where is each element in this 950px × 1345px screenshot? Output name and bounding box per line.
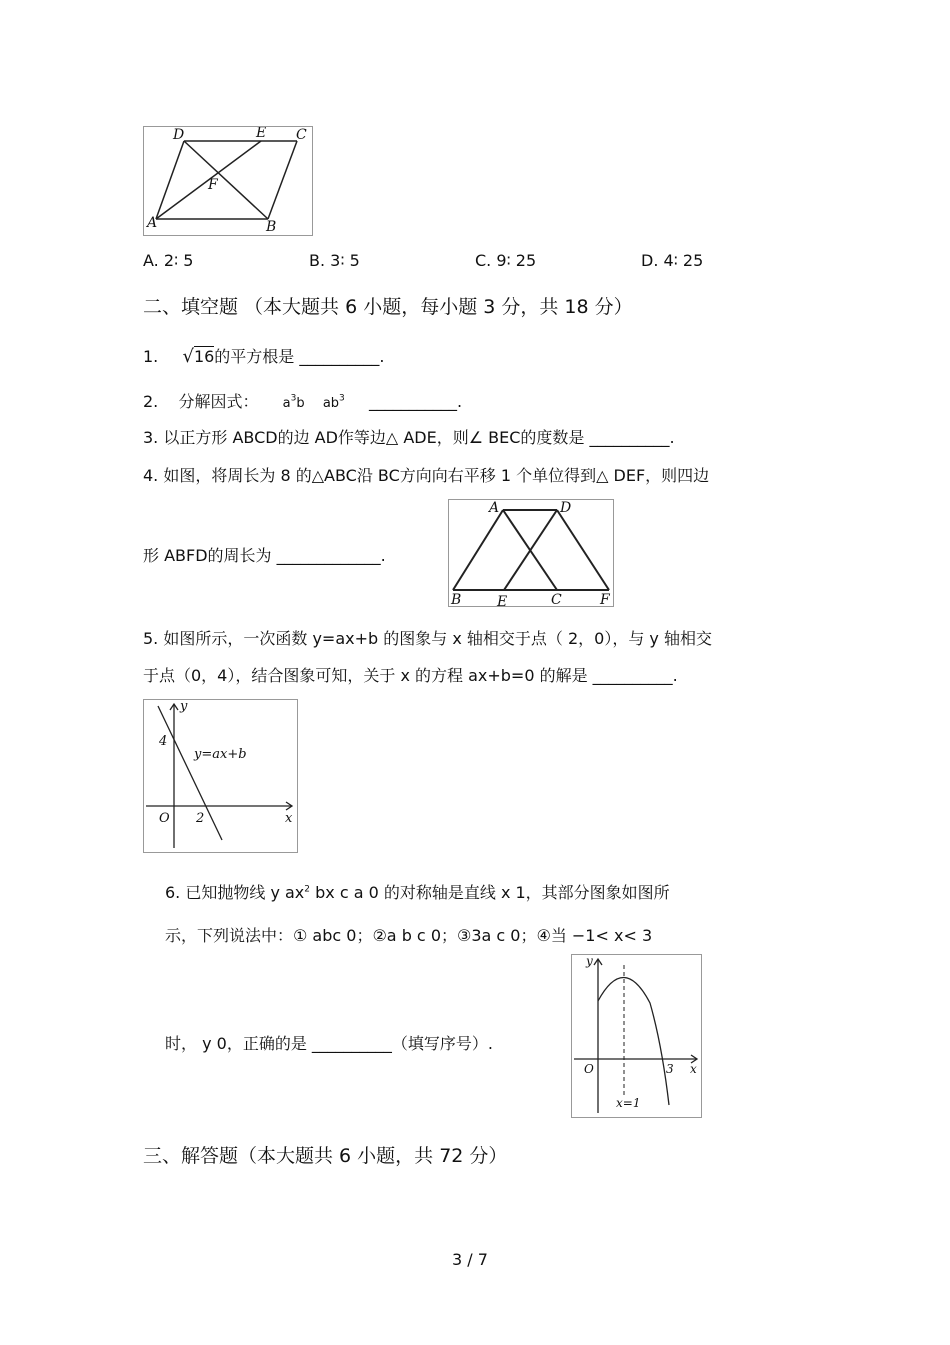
q2: [143, 389, 462, 412]
q2-blank: ___________.: [368, 392, 463, 411]
q2-term-a: a: [282, 396, 291, 411]
label-b: B: [451, 592, 462, 606]
equation-label: y=ax+b: [194, 747, 247, 762]
option-d: D. 4∶ 25: [641, 251, 704, 270]
q4-line1: 4. 如图，将周长为 8 的△ABC沿 BC方向向右平移 1 个单位得到△ DEF，则四边: [143, 466, 710, 485]
q2-term-ab: ab: [322, 396, 340, 411]
option-a: A. 2∶ 5: [143, 251, 194, 270]
q6-line1-a: 6. 已知抛物线 y ax: [165, 883, 305, 902]
parallelogram-figure: [143, 126, 313, 236]
option-c: C. 9∶ 25: [475, 251, 537, 270]
q5-line1: 5. 如图所示，一次函数 y=ax+b 的图象与 x 轴相交于点（ 2，0），与 y 轴相交: [143, 629, 712, 648]
origin-label: O: [584, 1062, 594, 1076]
label-a: A: [489, 500, 500, 516]
label-d: D: [560, 500, 572, 516]
y-intercept-label: 4: [159, 734, 168, 749]
label-c: C: [551, 592, 562, 606]
q2-term-b: b: [296, 396, 305, 411]
q1-text: 的平方根是 __________.: [214, 347, 385, 366]
y-axis-label: y: [586, 955, 593, 968]
option-b: B. 3∶ 5: [309, 251, 360, 270]
axis-of-symmetry-label: x=1: [616, 1096, 641, 1110]
q2-prefix: 分解因式：: [178, 392, 259, 411]
linear-function-graph: [143, 699, 298, 853]
q3: 3. 以正方形 ABCD的边 AD作等边△ ADE，则∠ BEC的度数是 __________.: [143, 428, 675, 447]
x-axis-label: x: [690, 1062, 697, 1076]
section2-heading: 二、填空题 （本大题共 6 小题，每小题 3 分，共 18 分）: [143, 296, 633, 318]
q2-exp-1: 3: [290, 393, 297, 404]
label-a: A: [147, 215, 158, 231]
q5-line2: 于点（0，4），结合图象可知，关于 x 的方程 ax+b=0 的解是 __________.: [143, 666, 678, 685]
parabola-graph: [571, 954, 702, 1118]
q6-line1-b: bx c a 0 的对称轴是直线 x 1，其部分图象如图所: [310, 883, 670, 902]
x-axis-label: x: [285, 811, 293, 826]
q2-exp-2: 3: [339, 393, 345, 404]
label-e: E: [497, 594, 508, 606]
q6-exp: 2: [304, 884, 311, 895]
q6-line2: 示，下列说法中：① abc 0；②a b c 0；③3a c 0；④当 −1< x< 3: [165, 926, 653, 945]
label-d: D: [173, 127, 185, 143]
y-axis-label: y: [180, 700, 188, 714]
label-f: F: [600, 592, 610, 606]
q4-line2: 形 ABFD的周长为 _____________.: [143, 546, 386, 565]
q1-number: 1.: [143, 347, 159, 366]
q6-line1: [165, 880, 670, 903]
translation-figure: [448, 499, 614, 607]
section3-heading: 三、解答题（本大题共 6 小题，共 72 分）: [143, 1145, 508, 1167]
x-intercept-label: 2: [196, 811, 205, 826]
sqrt-symbol: √: [182, 346, 194, 367]
label-b: B: [266, 219, 277, 235]
label-e: E: [256, 127, 267, 141]
origin-label: O: [159, 811, 170, 826]
q1: [143, 344, 384, 367]
q1-radicand: 16: [193, 347, 215, 366]
label-c: C: [296, 127, 307, 143]
q2-number: 2.: [143, 392, 159, 411]
page-number: 3 / 7: [452, 1250, 488, 1269]
root-label: 3: [666, 1062, 674, 1076]
label-f: F: [208, 177, 218, 193]
q6-line3: 时， y 0，正确的是 __________（填写序号）.: [165, 1034, 493, 1053]
